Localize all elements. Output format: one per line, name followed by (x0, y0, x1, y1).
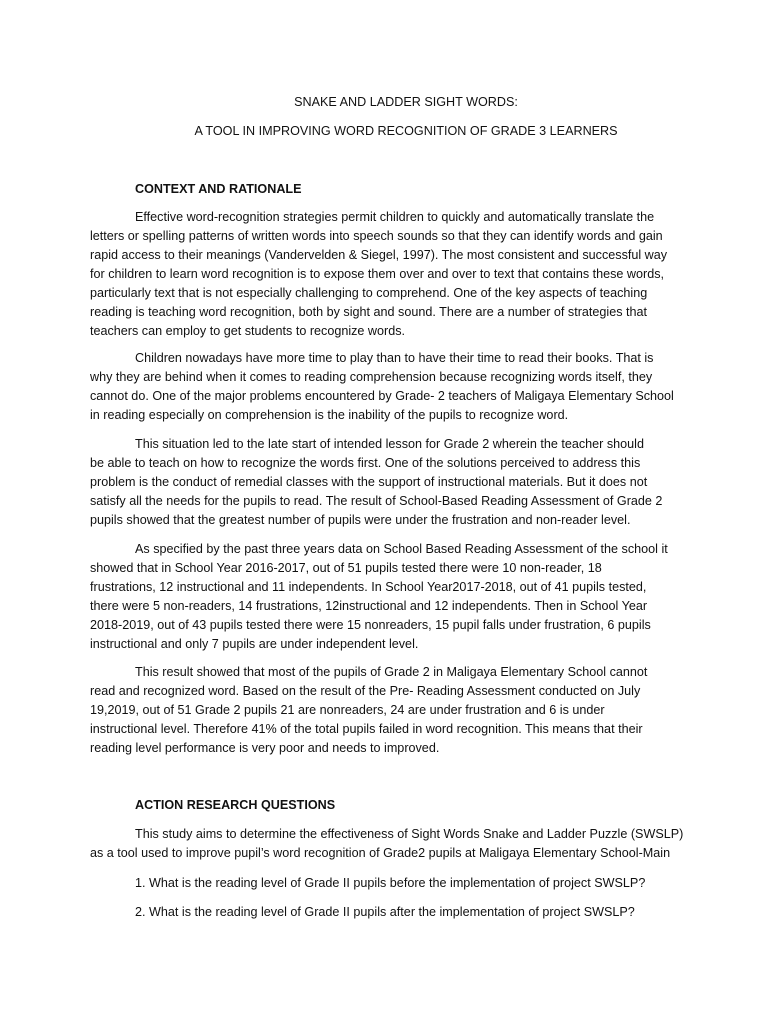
paragraph-line: cannot do. One of the major problems encountered by Grade- 2 teachers of Maligaya Elementary School (90, 389, 674, 403)
paragraph-context-2 (90, 349, 680, 425)
paragraph-line: Effective word-recognition strategies permit children to quickly and automatically translate the (135, 210, 655, 224)
paragraph-line: reading is teaching word recognition, both by sight and sound. There are a number of strategies that (90, 305, 648, 319)
research-question-2: 2. What is the reading level of Grade II pupils after the implementation of project SWSLP? (135, 905, 635, 919)
paragraph-line: This situation led to the late start of intended lesson for Grade 2 wherein the teacher should (135, 437, 644, 451)
paragraph-line: Children nowadays have more time to play than to have their time to read their books. That is (135, 351, 654, 365)
paragraph-line: in reading especially on comprehension is the inability of the pupils to recognize word. (90, 408, 569, 422)
paragraph-line: satisfy all the needs for the pupils to read. The result of School-Based Reading Assessment of Grade 2 (90, 494, 663, 508)
paragraph-line: be able to teach on how to recognize the words first. One of the solutions perceived to address this (90, 456, 641, 470)
paragraph-line: frustrations, 12 instructional and 11 independents. In School Year2017-2018, out of 41 pupils tested, (90, 580, 647, 594)
paragraph-line: showed that in School Year 2016-2017, out of 51 pupils tested there were 10 non-reader, 18 (90, 561, 602, 575)
paragraph-line: pupils showed that the greatest number of pupils were under the frustration and non-reader level. (90, 513, 631, 527)
paragraph-line: there were 5 non-readers, 14 frustrations, 12instructional and 12 independents. Then in School Year (90, 599, 648, 613)
paragraph-line: particularly text that is not especially challenging to comprehend. One of the key aspects of teaching (90, 286, 648, 300)
paragraph-context-1 (90, 208, 680, 341)
paragraph-line: instructional and only 7 pupils are under independent level. (90, 637, 419, 651)
paragraph-line: 2018-2019, out of 43 pupils tested there were 15 nonreaders, 15 pupil falls under frustration, 6 pupils (90, 618, 651, 632)
paragraph-line: As specified by the past three years data on School Based Reading Assessment of the school it (135, 542, 668, 556)
paragraph-line: This study aims to determine the effectiveness of Sight Words Snake and Ladder Puzzle (SWSLP) (135, 827, 684, 841)
paragraph-line: instructional level. Therefore 41% of the total pupils failed in word recognition. This means that their (90, 722, 643, 736)
paragraph-context-3 (90, 435, 680, 530)
paragraph-line: read and recognized word. Based on the result of the Pre- Reading Assessment conducted on July (90, 684, 641, 698)
paragraph-line: letters or spelling patterns of written words into speech sounds so that they can identify words and gain (90, 229, 663, 243)
document-title-line-2: A TOOL IN IMPROVING WORD RECOGNITION OF GRADE 3 LEARNERS (194, 124, 618, 138)
paragraph-context-4 (90, 540, 680, 654)
paragraph-line: This result showed that most of the pupils of Grade 2 in Maligaya Elementary School cannot (135, 665, 648, 679)
paragraph-line: why they are behind when it comes to reading comprehension because recognizing words itself, they (90, 370, 653, 384)
paragraph-line: rapid access to their meanings (Vandervelden & Siegel, 1997). The most consistent and successful way (90, 248, 668, 262)
paragraph-line: teachers can employ to get students to recognize words. (90, 324, 406, 338)
paragraph-questions-intro (90, 825, 684, 863)
section-heading-context: CONTEXT AND RATIONALE (135, 182, 302, 196)
paragraph-line: problem is the conduct of remedial classes with the support of instructional materials. But it does not (90, 475, 648, 489)
document-title-line-1: SNAKE AND LADDER SIGHT WORDS: (294, 95, 518, 109)
section-heading-questions: ACTION RESEARCH QUESTIONS (135, 798, 336, 812)
paragraph-line: reading level performance is very poor and needs to improved. (90, 741, 440, 755)
paragraph-line: 19,2019, out of 51 Grade 2 pupils 21 are nonreaders, 24 are under frustration and 6 is under (90, 703, 605, 717)
paragraph-line: for children to learn word recognition is to expose them over and over to text that contains these words, (90, 267, 665, 281)
paragraph-context-5 (90, 663, 680, 758)
paragraph-line: as a tool used to improve pupil’s word recognition of Grade2 pupils at Maligaya Elementary School-Main (90, 846, 671, 860)
research-question-1: 1. What is the reading level of Grade II pupils before the implementation of project SWSLP? (135, 876, 646, 890)
